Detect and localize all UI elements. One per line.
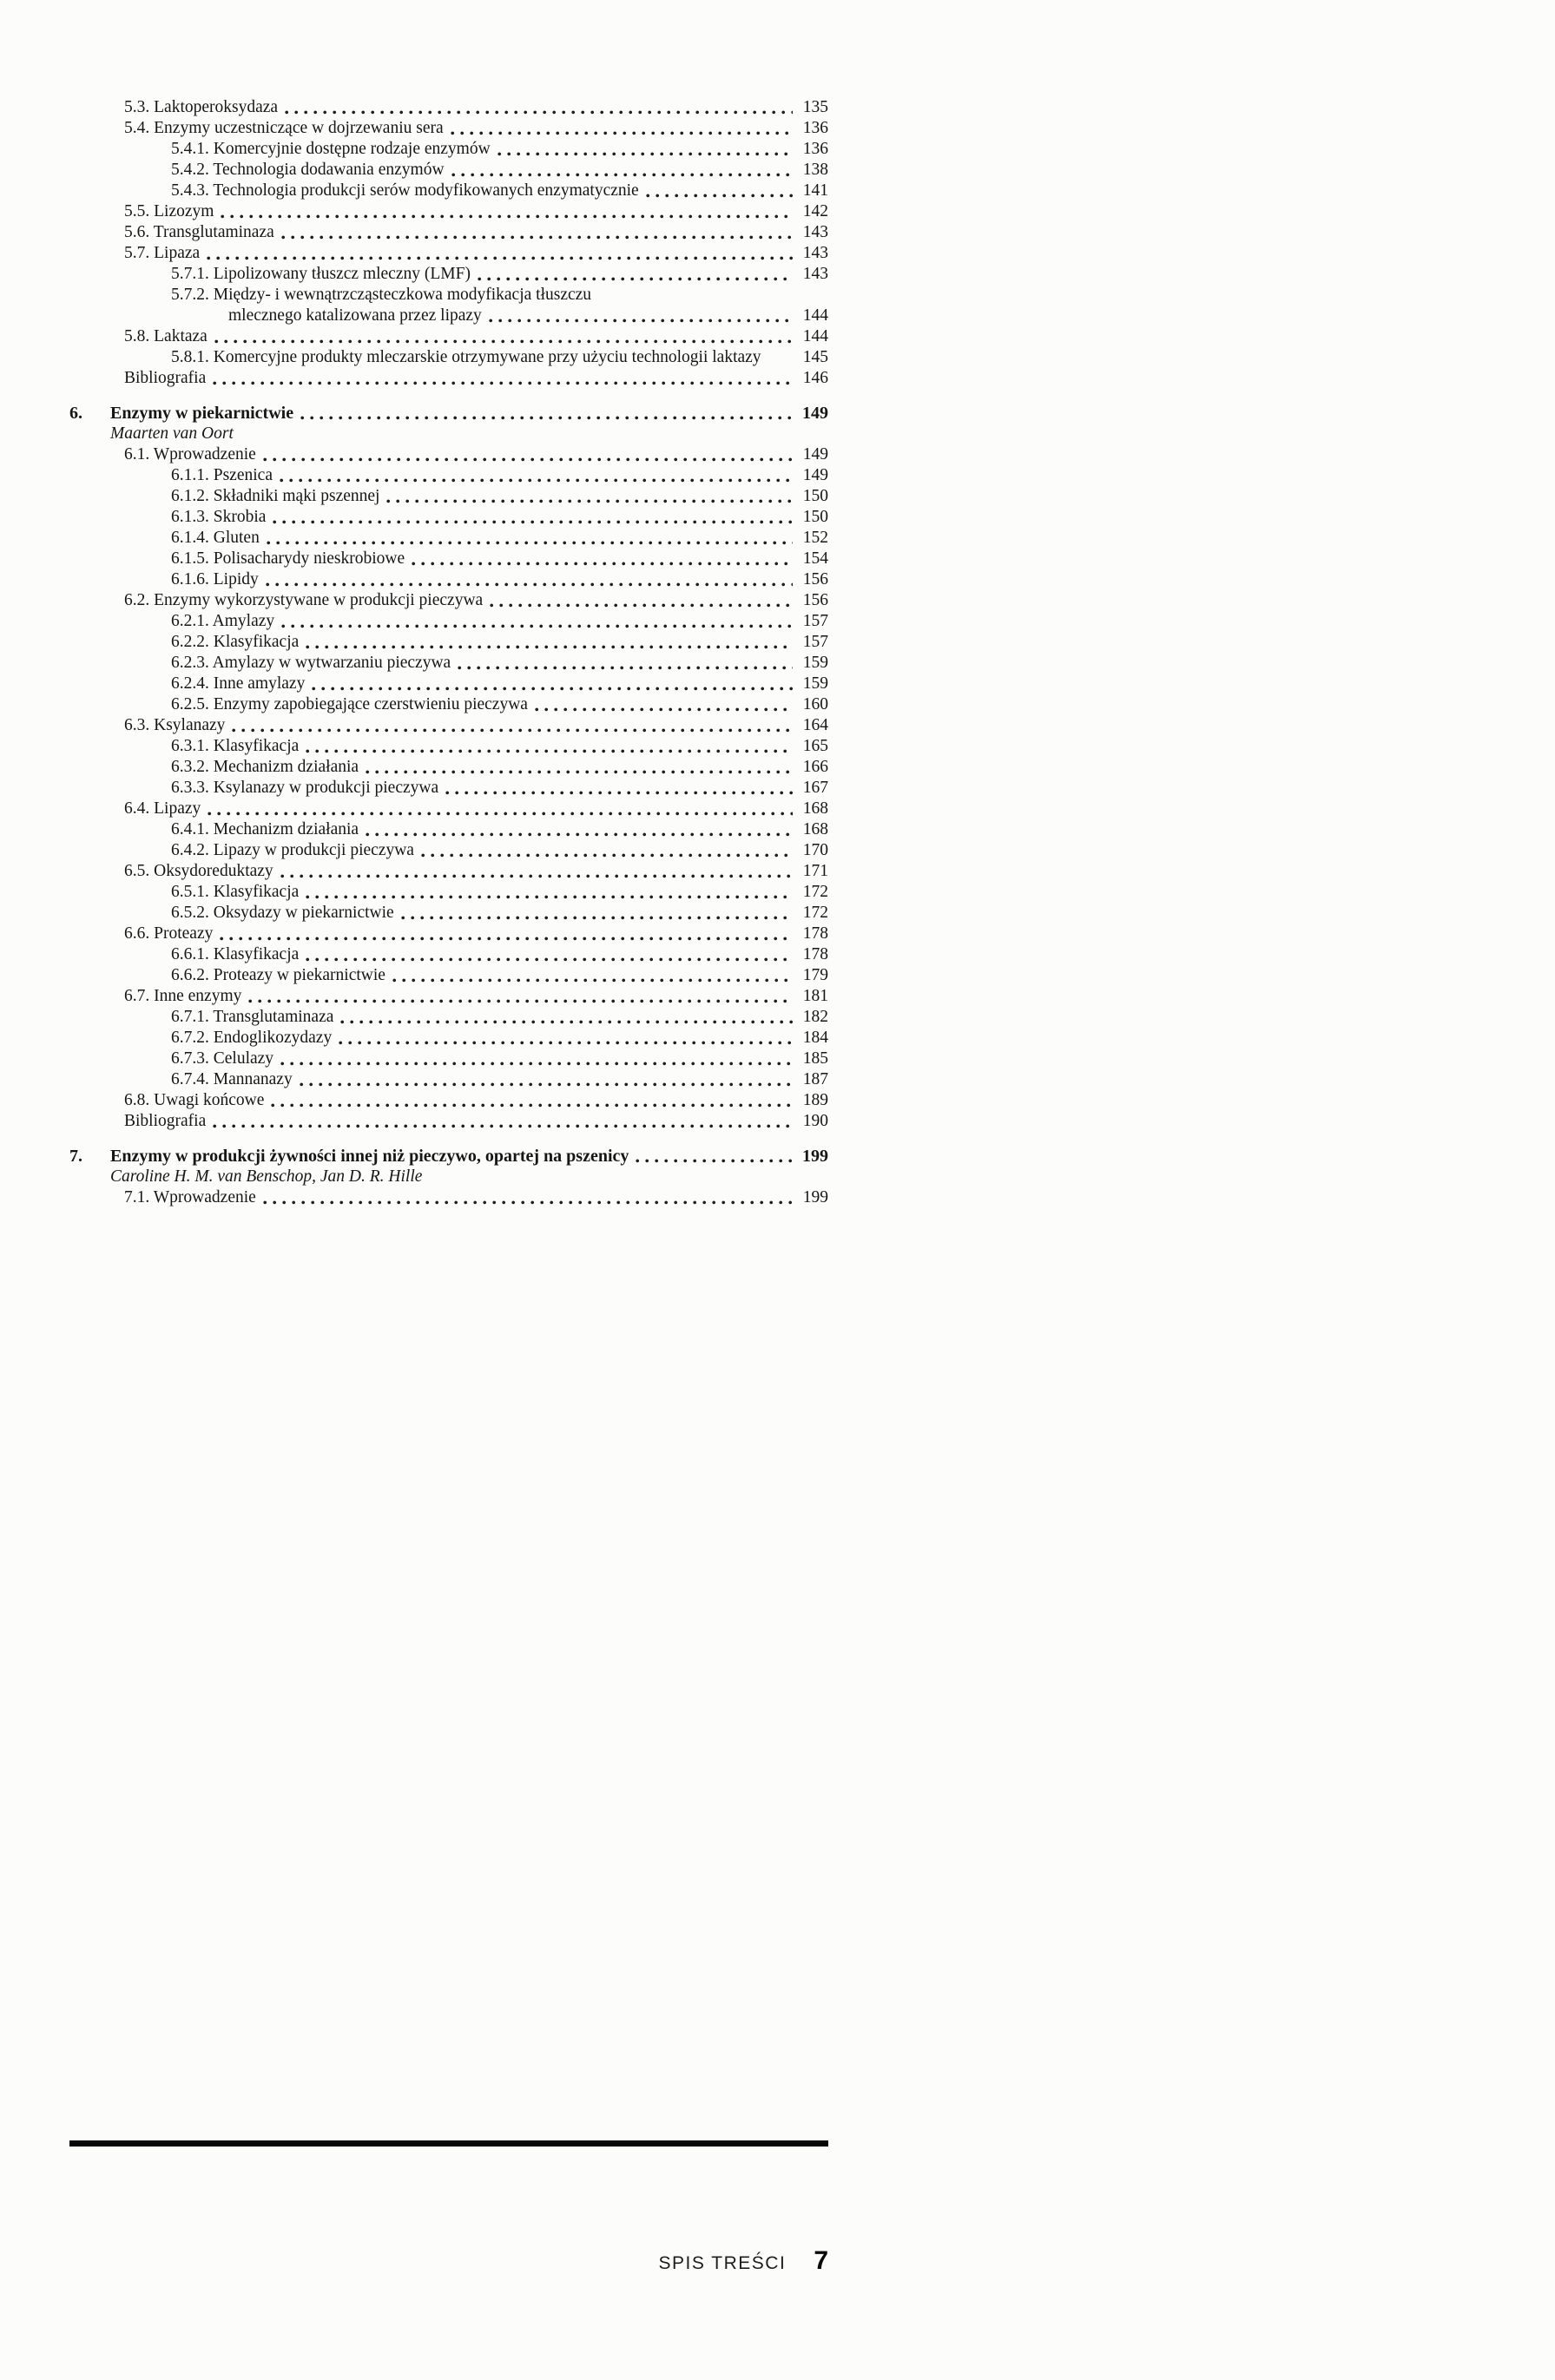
toc-entry-row	[69, 757, 828, 778]
toc-entry-page: 187	[802, 1070, 828, 1088]
toc-entry-label: 5.4. Enzymy uczestniczące w dojrzewaniu sera	[124, 119, 444, 137]
toc-entry-page: 199	[802, 1147, 828, 1166]
toc-entry-row	[69, 306, 828, 326]
toc-entry-label: 7.1. Wprowadzenie	[124, 1188, 256, 1206]
dot-leader	[535, 707, 793, 712]
toc-entry-label: 6.1.4. Gluten	[171, 529, 260, 547]
toc-entry-page: 172	[802, 904, 828, 922]
dot-leader	[281, 235, 793, 240]
toc-entry-page: 143	[802, 244, 828, 262]
toc-entry-label: 6.6.2. Proteazy w piekarnictwie	[171, 966, 385, 984]
toc-entry-row	[69, 264, 828, 285]
toc-entry-row	[69, 1090, 828, 1111]
dot-leader	[646, 194, 793, 198]
toc-entry-label: 5.8.1. Komercyjne produkty mleczarskie otrzymywane przy użyciu technologii laktazy	[171, 348, 761, 366]
toc-entry-label: 6.1.3. Skrobia	[171, 508, 267, 526]
toc-entry-page: 159	[802, 654, 828, 672]
toc-entry-label: 6.6.1. Klasyfikacja	[171, 945, 300, 963]
toc-entry-page: 138	[802, 161, 828, 179]
dot-leader	[412, 562, 793, 566]
page-footer	[69, 2246, 828, 2276]
toc-entry-label: 5.7. Lipaza	[124, 244, 201, 262]
toc-entry-row	[69, 861, 828, 882]
toc-entry-page: 166	[802, 758, 828, 776]
dot-leader	[366, 832, 793, 837]
dot-leader	[263, 1200, 793, 1205]
toc-entry-label: 6.4. Lipazy	[124, 799, 201, 818]
toc-entry-page: 157	[802, 633, 828, 651]
toc-entry-label: 5.5. Lizozym	[124, 202, 214, 220]
toc-entry-page: 149	[802, 404, 828, 423]
toc-entry-label: 6.2. Enzymy wykorzystywane w produkcji pieczywa	[124, 591, 484, 609]
dot-leader	[221, 214, 793, 219]
toc-chapter-row	[69, 1146, 828, 1167]
toc-entry-page: 179	[802, 966, 828, 984]
toc-entry-label: 6.7.4. Mannanazy	[171, 1070, 293, 1088]
toc-entry-page: 167	[802, 779, 828, 797]
toc-author-row	[69, 1167, 828, 1187]
toc-entry-label: 6.5. Oksydoreduktazy	[124, 862, 273, 880]
toc-entry-label: 6.4.1. Mechanizm działania	[171, 820, 359, 838]
toc-entry-page: 149	[802, 445, 828, 464]
toc-entry-row	[69, 368, 828, 389]
toc-entry-label: 6.7. Inne enzymy	[124, 987, 242, 1005]
dot-leader	[232, 728, 793, 733]
footer-label: SPIS TREŚCI	[658, 2253, 787, 2273]
toc-entry-page: 172	[802, 883, 828, 901]
dot-leader	[248, 999, 793, 1003]
toc-entry-row	[69, 840, 828, 861]
toc-entry-page: 149	[802, 466, 828, 484]
dot-leader	[213, 381, 793, 385]
dot-leader	[213, 1124, 793, 1128]
toc-entry-row	[69, 181, 828, 201]
dot-leader	[271, 1103, 793, 1108]
footer-rule	[69, 2140, 828, 2147]
author-name: Caroline H. M. van Benschop, Jan D. R. Hille	[110, 1167, 423, 1186]
dot-leader	[445, 791, 793, 795]
toc-entry-label: 5.4.2. Technologia dodawania enzymów	[171, 161, 445, 179]
toc-entry-row	[69, 118, 828, 139]
toc-entry-row	[69, 778, 828, 799]
toc-entry-row	[69, 986, 828, 1007]
toc-entry-label: 6.2.5. Enzymy zapobiegające czerstwieniu pieczywa	[171, 695, 528, 713]
dot-leader	[636, 1159, 793, 1163]
toc-entry-label: 6.3.2. Mechanizm działania	[171, 758, 359, 776]
toc-entry-page: 142	[802, 202, 828, 220]
toc-entry-label: 6.1.2. Składniki mąki pszennej	[171, 487, 380, 505]
chapter-title: Enzymy w piekarnictwie	[110, 404, 294, 423]
dot-leader	[478, 277, 793, 281]
chapter-number: 7.	[69, 1147, 82, 1166]
toc-entry-row	[69, 1069, 828, 1090]
dot-leader	[489, 319, 793, 323]
toc-entry-row	[69, 139, 828, 160]
toc-entry-row	[69, 882, 828, 903]
toc-entry-row	[69, 799, 828, 819]
toc-entry-page: 150	[802, 487, 828, 505]
dot-leader	[280, 1062, 793, 1066]
toc-entry-row	[69, 653, 828, 674]
toc-entry-page: 199	[802, 1188, 828, 1206]
dot-leader	[208, 812, 793, 816]
dot-leader	[401, 916, 793, 920]
toc-entry-row	[69, 285, 828, 306]
toc-entry-row	[69, 97, 828, 118]
toc-entry-row	[69, 590, 828, 611]
dot-leader	[263, 457, 793, 462]
toc-entry-page: 145	[802, 348, 828, 366]
toc-entry-page: 189	[802, 1091, 828, 1109]
toc-entry-row	[69, 1049, 828, 1069]
toc-entry-row	[69, 903, 828, 924]
toc-entry-label: 5.7.2. Między- i wewnątrzcząsteczkowa modyfikacja tłuszczu	[171, 286, 592, 304]
toc-entry-row	[69, 528, 828, 549]
dot-leader	[214, 339, 793, 344]
dot-leader	[497, 152, 793, 156]
dot-leader	[458, 666, 793, 670]
dot-leader	[207, 256, 793, 260]
dot-leader	[366, 770, 793, 774]
dot-leader	[306, 749, 793, 753]
toc-entry-page: 157	[802, 612, 828, 630]
toc-entry-page: 178	[802, 945, 828, 963]
toc-entry-page: 184	[802, 1029, 828, 1047]
dot-leader	[312, 687, 793, 691]
toc-entry-label: 6.8. Uwagi końcowe	[124, 1091, 265, 1109]
dot-leader	[300, 1082, 793, 1087]
toc-entry-label: 6.3.3. Ksylanazy w produkcji pieczywa	[171, 779, 439, 797]
chapter-number: 6.	[69, 404, 82, 423]
toc-entry-label: 6.6. Proteazy	[124, 924, 214, 943]
toc-entry-row	[69, 569, 828, 590]
dot-leader	[267, 541, 793, 545]
dot-leader	[490, 603, 793, 608]
toc-entry-page: 136	[802, 119, 828, 137]
toc-entry-page: 185	[802, 1049, 828, 1068]
toc-entry-row	[69, 611, 828, 632]
dot-leader	[220, 937, 793, 941]
toc-entry-label: 5.4.1. Komercyjnie dostępne rodzaje enzymów	[171, 140, 491, 158]
toc-entry-label: 6.4.2. Lipazy w produkcji pieczywa	[171, 841, 414, 859]
toc-entry-row	[69, 1187, 828, 1208]
toc-entry-page: 143	[802, 223, 828, 241]
toc-entry-row	[69, 1028, 828, 1049]
toc-entry-label: 6.5.1. Klasyfikacja	[171, 883, 300, 901]
dot-leader	[281, 624, 793, 628]
toc-entry-row	[69, 1007, 828, 1028]
toc-entry-page: 156	[802, 570, 828, 588]
toc-entry-row	[69, 444, 828, 465]
toc-entry-page: 181	[802, 987, 828, 1005]
toc-entry-label: 5.4.3. Technologia produkcji serów modyfikowanych enzymatycznie	[171, 181, 639, 200]
toc-entry-page: 190	[802, 1112, 828, 1130]
toc-entry-page: 170	[802, 841, 828, 859]
toc-entry-page: 171	[802, 862, 828, 880]
dot-leader	[768, 360, 793, 365]
toc-list	[69, 97, 828, 1208]
toc-entry-label: 6.3. Ksylanazy	[124, 716, 226, 734]
toc-entry-row	[69, 201, 828, 222]
toc-entry-row	[69, 465, 828, 486]
toc-entry-row	[69, 326, 828, 347]
toc-entry-label: 6.1.1. Pszenica	[171, 466, 273, 484]
dot-leader	[306, 957, 793, 962]
dot-leader	[280, 874, 793, 878]
toc-entry-row	[69, 674, 828, 694]
dot-leader	[300, 416, 793, 420]
dot-leader	[451, 173, 793, 177]
dot-leader	[273, 520, 793, 524]
chapter-title: Enzymy w produkcji żywności innej niż pieczywo, opartej na pszenicy	[110, 1147, 629, 1166]
toc-entry-row	[69, 160, 828, 181]
toc-entry-label: 6.2.3. Amylazy w wytwarzaniu pieczywa	[171, 654, 451, 672]
toc-entry-row	[69, 924, 828, 944]
toc-entry-page: 168	[802, 799, 828, 818]
toc-entry-label: 6.3.1. Klasyfikacja	[171, 737, 300, 755]
toc-entry-row	[69, 1111, 828, 1132]
toc-entry-page: 136	[802, 140, 828, 158]
dot-leader	[421, 853, 793, 858]
toc-entry-page: 165	[802, 737, 828, 755]
toc-entry-label: 5.7.1. Lipolizowany tłuszcz mleczny (LMF)	[171, 265, 471, 283]
toc-entry-page: 144	[802, 306, 828, 325]
toc-entry-page: 182	[802, 1008, 828, 1026]
toc-entry-page: 152	[802, 529, 828, 547]
toc-entry-label: 6.7.1. Transglutaminaza	[171, 1008, 334, 1026]
toc-entry-page: 160	[802, 695, 828, 713]
dot-leader	[598, 298, 824, 302]
toc-entry-row	[69, 549, 828, 569]
toc-entry-label: 6.2.4. Inne amylazy	[171, 674, 306, 693]
toc-entry-row	[69, 632, 828, 653]
toc-entry-label: 6.7.3. Celulazy	[171, 1049, 274, 1068]
toc-entry-label: 6.7.2. Endoglikozydazy	[171, 1029, 333, 1047]
toc-entry-row	[69, 347, 828, 368]
toc-entry-row	[69, 965, 828, 986]
toc-chapter-row	[69, 403, 828, 424]
toc-entry-page: 154	[802, 549, 828, 568]
toc-entry-page: 178	[802, 924, 828, 943]
toc-entry-row	[69, 944, 828, 965]
toc-entry-row	[69, 819, 828, 840]
dot-leader	[386, 499, 793, 503]
toc-entry-label: 6.2.1. Amylazy	[171, 612, 275, 630]
toc-entry-label: 5.8. Laktaza	[124, 327, 208, 345]
toc-entry-page: 159	[802, 674, 828, 693]
toc-entry-label: 5.3. Laktoperoksydaza	[124, 98, 279, 116]
toc-entry-label: 6.1. Wprowadzenie	[124, 445, 256, 464]
toc-entry-page: 164	[802, 716, 828, 734]
toc-entry-row	[69, 486, 828, 507]
toc-author-row	[69, 424, 828, 444]
toc-entry-label: mlecznego katalizowana przez lipazy	[228, 306, 482, 325]
toc-entry-label: Bibliografia	[124, 1112, 207, 1130]
dot-leader	[451, 131, 793, 135]
toc-entry-row	[69, 222, 828, 243]
toc-entry-page: 156	[802, 591, 828, 609]
toc-entry-label: 6.5.2. Oksydazy w piekarnictwie	[171, 904, 394, 922]
toc-entry-page: 144	[802, 327, 828, 345]
footer-page-number: 7	[814, 2246, 828, 2275]
toc-entry-label: 6.1.6. Lipidy	[171, 570, 259, 588]
toc-entry-row	[69, 507, 828, 528]
toc-entry-page: 150	[802, 508, 828, 526]
toc-entry-page: 143	[802, 265, 828, 283]
dot-leader	[339, 1041, 793, 1045]
toc-entry-label: 5.6. Transglutaminaza	[124, 223, 274, 241]
toc-entry-page: 135	[802, 98, 828, 116]
dot-leader	[306, 645, 793, 649]
toc-entry-label: 6.1.5. Polisacharydy nieskrobiowe	[171, 549, 405, 568]
author-name: Maarten van Oort	[110, 424, 234, 443]
dot-leader	[266, 582, 793, 587]
dot-leader	[285, 110, 793, 115]
dot-leader	[280, 478, 793, 483]
toc-entry-row	[69, 243, 828, 264]
dot-leader	[392, 978, 793, 983]
toc-entry-label: Bibliografia	[124, 369, 207, 387]
toc-entry-page: 141	[802, 181, 828, 200]
dot-leader	[306, 895, 793, 899]
toc-entry-label: 6.2.2. Klasyfikacja	[171, 633, 300, 651]
toc-entry-row	[69, 736, 828, 757]
toc-entry-row	[69, 715, 828, 736]
dot-leader	[340, 1020, 793, 1024]
toc-entry-page: 146	[802, 369, 828, 387]
toc-entry-page: 168	[802, 820, 828, 838]
toc-entry-row	[69, 694, 828, 715]
